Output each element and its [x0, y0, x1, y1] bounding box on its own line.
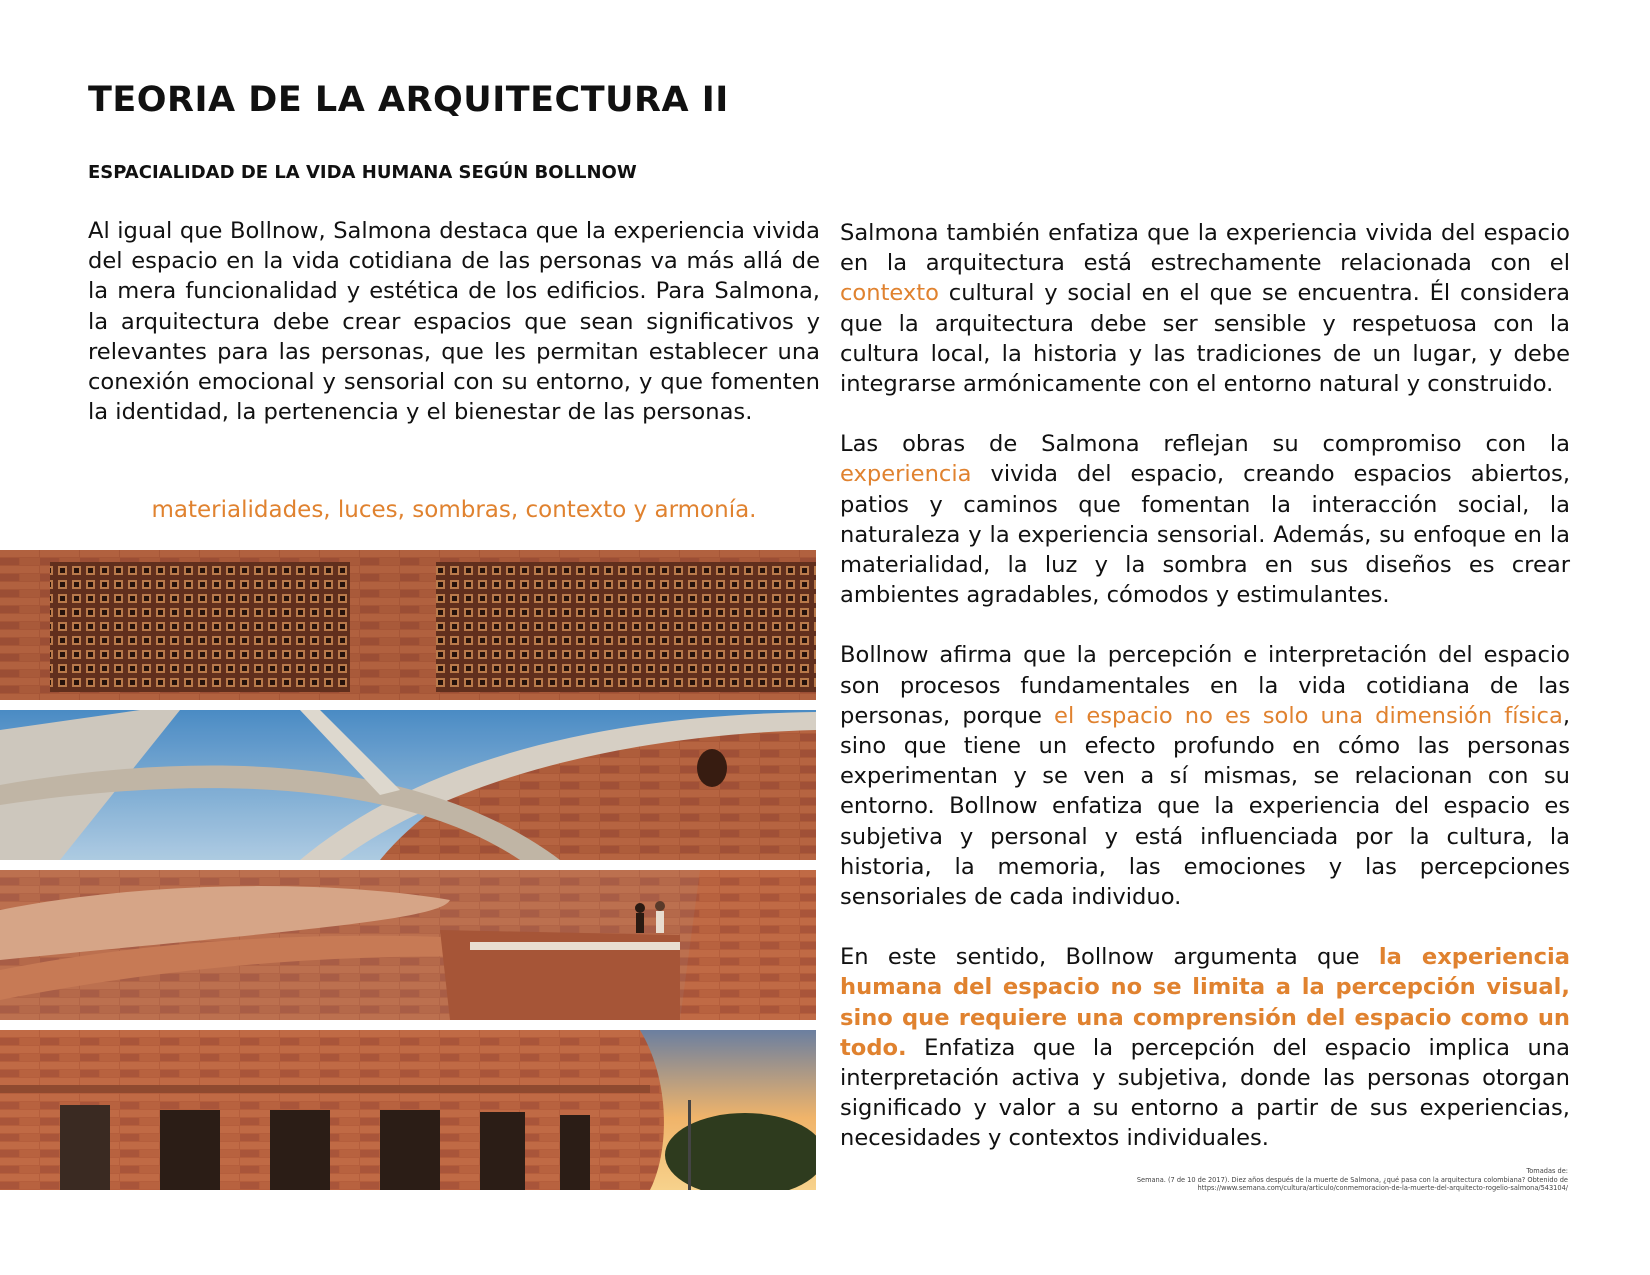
section-subtitle: ESPACIALIDAD DE LA VIDA HUMANA SEGÚN BOLLNOW	[88, 162, 637, 183]
image-caption: Tomadas de: Semana. (7 de 10 de 2017). Diez años después de la muerte de Salmona, ¿qué pasa con la arquitectura colombiana? Obtenido de https://www.semana.com/cultura/articulo/conmemoracion-de-la-muerte-del-arquitecto-rogelio-salmona/543104/	[1136, 1167, 1568, 1193]
right-paragraph-2: Las obras de Salmona reflejan su compromiso con la experiencia vivida del espacio, creando espacios abiertos, patios y caminos que fomentan la interacción social, la naturaleza y la experiencia sensorial. Además, su enfoque en la materialidad, la luz y la sombra en sus diseños es crear ambientes agradables, cómodos y estimulantes.	[840, 431, 1570, 609]
left-paragraph: Al igual que Bollnow, Salmona destaca que la experiencia vivida del espacio en la vida cotidiana de las personas va más allá de la mera funcionalidad y estética de los edificios. Para Salmona, la arquitectura debe crear espacios que sean significativos y relevantes para las personas, que les permitan establecer una conexión emocional y sensorial con su entorno, y que fomenten la identidad, la pertenencia y el bienestar de las personas.	[88, 218, 820, 426]
photo-curved-facade	[0, 1030, 816, 1190]
right-paragraph-3: Bollnow afirma que la percepción e interpretación del espacio son procesos fundamentales en la vida cotidiana de las personas, porque el espacio no es solo una dimensión física, sino que tiene un efecto profundo en cómo las personas experimentan y se ven a sí mismas, se relacionan con su entorno. Bollnow enfatiza que la experiencia del espacio es subjetiva y personal y está influenciada por la cultura, la historia, la memoria, las emociones y las percepciones sensoriales de cada individuo.	[840, 642, 1570, 911]
right-paragraph-1: Salmona también enfatiza que la experiencia vivida del espacio en la arquitectura está estrechamente relacionada con el contexto cultural y social en el que se encuentra. Él considera que la arquitectura debe ser sensible y respetuosa con la cultura local, la historia y las tradiciones de un lugar, y debe integrarse armónicamente con el entorno natural y construido.	[840, 220, 1570, 398]
right-column	[840, 218, 1570, 1184]
highlight-dimension-fisica: el espacio no es solo una dimensión física	[1054, 702, 1563, 729]
highlight-experiencia: experiencia	[840, 461, 972, 488]
page-title: TEORIA DE LA ARQUITECTURA II	[88, 80, 729, 120]
highlight-experiencia-humana: la experiencia humana del espacio no se limita a la percepción visual, sino que requiere una comprensión del espacio como un todo.	[840, 944, 1570, 1061]
highlight-contexto: contexto	[840, 280, 939, 307]
highlight-quote: materialidades, luces, sombras, contexto y armonía.	[151, 497, 757, 523]
right-paragraph-4: En este sentido, Bollnow argumenta que la experiencia humana del espacio no se limita a la percepción visual, sino que requiere una comprensión del espacio como un todo. Enfatiza que la percepción del espacio implica una interpretación activa y subjetiva, donde las personas otorgan significado y valor a su entorno a partir de sus experiencias, necesidades y contextos individuales.	[840, 944, 1570, 1152]
photo-ramps-terraces	[0, 870, 816, 1020]
photo-collage	[0, 550, 816, 1190]
photo-skylight-vault	[0, 710, 816, 860]
photo-lattice-wall	[0, 550, 816, 700]
